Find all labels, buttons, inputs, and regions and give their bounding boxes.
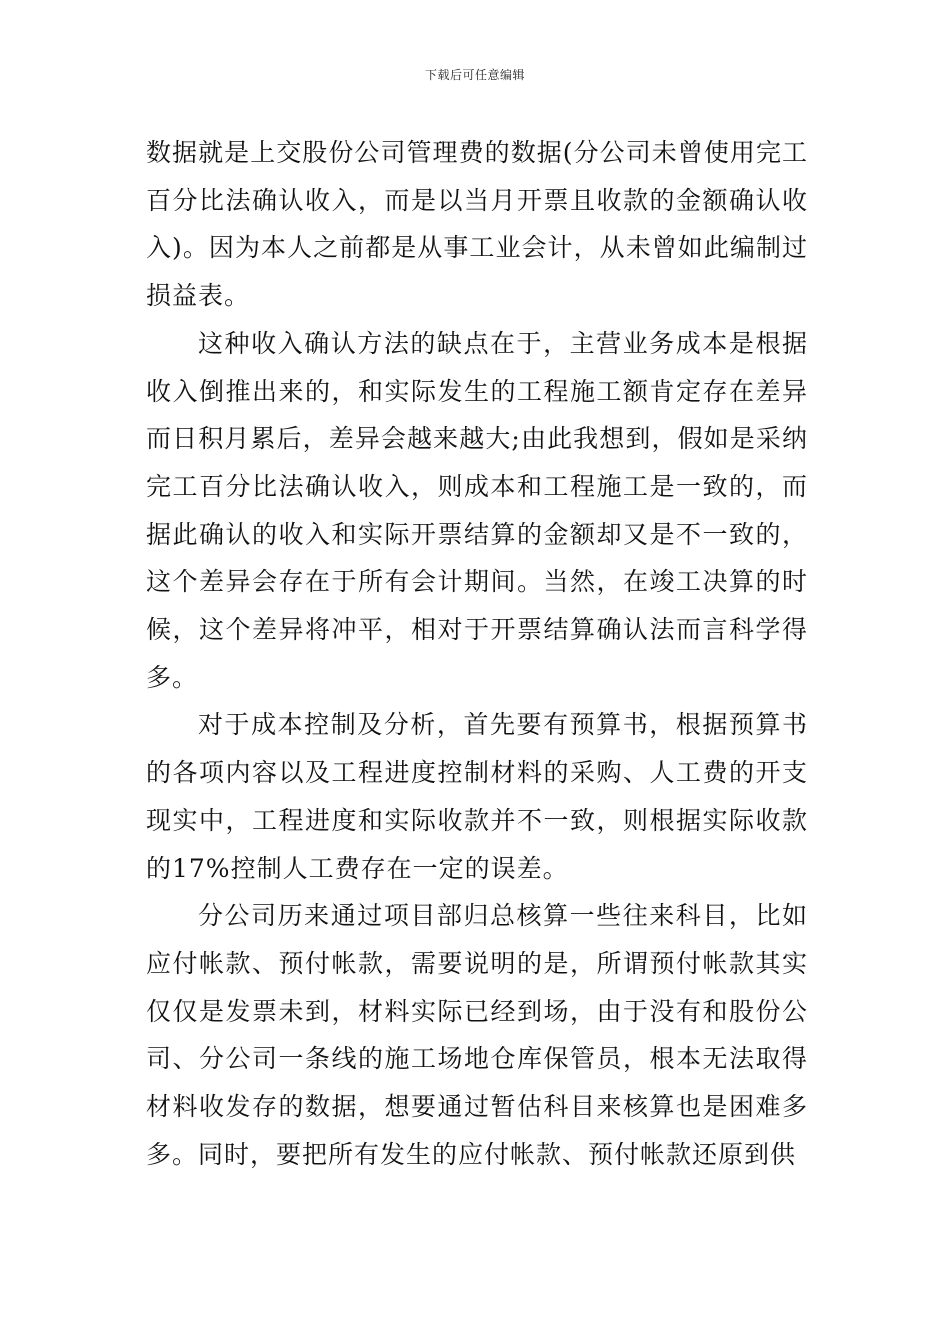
paragraph-revenue-recognition: 这种收入确认方法的缺点在于，主营业务成本是根据收入倒推出来的，和实际发生的工程施工额肯定存在差异而日积月累后，差异会越来越大;由此我想到，假如是采纳完工百分比法确认收入，则成本和工程施工是一致的，而据此确认的收入和实际开票结算的金额却又是不一致的，这个差异会存在于所有会计期间。当然，在竣工决算的时候，这个差异将冲平，相对于开票结算确认法而言科学得多。 bbox=[146, 328, 808, 692]
paragraph-continuation: 数据就是上交股份公司管理费的数据(分公司未曾使用完工百分比法确认收入，而是以当月开票且收款的金额确认收入)。因为本人之前都是从事工业会计，从未曾如此编制过损益表。 bbox=[146, 138, 808, 311]
header-note: 下载后可任意编辑 bbox=[424, 68, 525, 82]
document-body bbox=[146, 129, 808, 1178]
paragraph-accounts: 分公司历来通过项目部归总核算一些往来科目，比如应付帐款、预付帐款，需要说明的是，所谓预付帐款其实仅仅是发票未到，材料实际已经到场，由于没有和股份公司、分公司一条线的施工场地仓库保管员，根本无法取得材料收发存的数据，想要通过暂估科目来核算也是困难多多。同时，要把所有发生的应付帐款、预付帐款还原到供 bbox=[146, 901, 808, 1169]
paragraph-cost-control: 对于成本控制及分析，首先要有预算书，根据预算书的各项内容以及工程进度控制材料的采购、人工费的开支现实中，工程进度和实际收款并不一致，则根据实际收款的17%控制人工费存在一定的误差。 bbox=[146, 710, 808, 883]
